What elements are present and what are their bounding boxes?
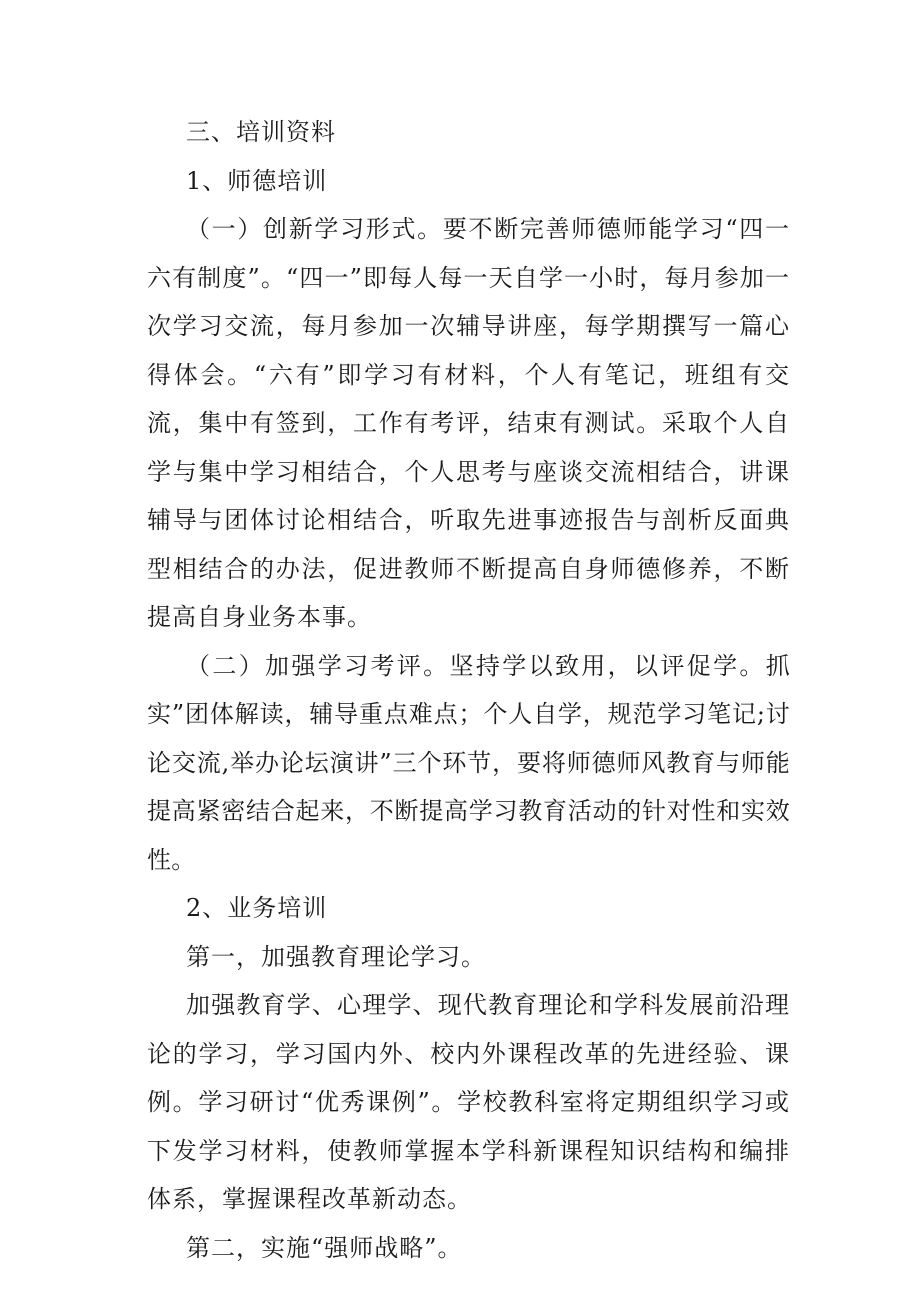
paragraph-innovate-learning-form: （一）创新学习形式。要不断完善师德师能学习“四一六有制度”。“四一”即每人每一天自学一小时，每月参加一次学习交流，每月参加一次辅导讲座，每学期撰写一篇心得体会。“六有”即学习有材料，个人有笔记，班组有交流，集中有签到，工作有考评，结束有测试。采取个人自学与集中学习相结合，个人思考与座谈交流相结合，讲课辅导与团体讨论相结合，听取先进事迹报告与剖析反面典型相结合的办法，促进教师不断提高自身师德修养，不断提高自身业务本事。 [147,215,790,631]
point-two-strong-teacher-strategy: 第二，实施“强师战略”。 [186,1233,463,1262]
section-heading-training-materials: 三、培训资料 [186,118,336,146]
paragraph-strengthen-assessment: （二）加强学习考评。坚持学以致用，以评促学。抓实”团体解读，辅导重点难点；个人自学，规范学习笔记;讨论交流,举办论坛演讲”三个环节，要将师德师风教育与师能提高紧密结合起来，不断提高学习教育活动的针对性和实效性。 [147,651,790,874]
paragraph-theory-study-detail: 加强教育学、心理学、现代教育理论和学科发展前沿理论的学习，学习国内外、校内外课程改革的先进经验、课例。学习研讨“优秀课例”。学校教科室将定期组织学习或下发学习材料，使教师掌握本学科新课程知识结构和编排体系，掌握课程改革新动态。 [147,991,790,1213]
subheading-professional-training: 2、业务培训 [186,894,328,922]
subheading-ethics-training: 1、师德培训 [186,166,328,195]
point-one-theory-study: 第一，加强教育理论学习。 [186,942,486,971]
